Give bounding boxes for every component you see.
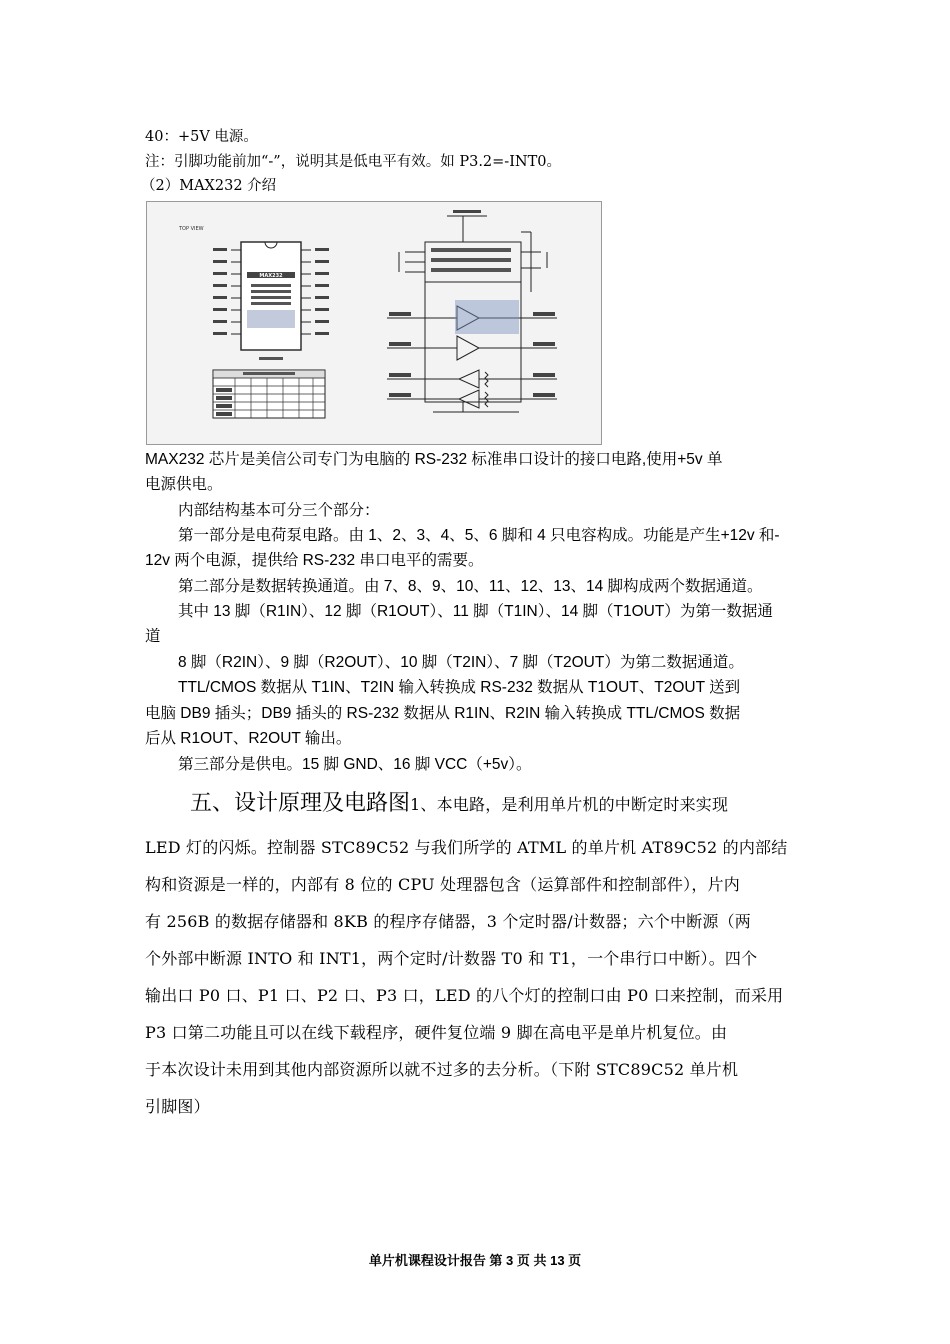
text-line: 后从 R1OUT、R2OUT 输出。 <box>145 730 352 747</box>
text-line: 输出口 P0 口、P1 口、P2 口、P3 口，LED 的八个灯的控制口由 P0 口来控制，而采用 <box>145 986 784 1005</box>
page-footer: 单片机课程设计报告 第 3 页 共 13 页 <box>368 1253 582 1268</box>
subsection-title-max232: （2）MAX232 介绍 <box>141 178 277 194</box>
section-heading: 五、设计原理及电路图 <box>190 790 411 815</box>
text-line: 内部结构基本可分三个部分： <box>178 502 380 519</box>
chip-label: MAX232 <box>259 273 283 279</box>
svg-text:TOP VIEW: TOP VIEW <box>179 226 204 232</box>
text-line: 道 <box>145 628 161 645</box>
text-line: LED 灯的闪烁。控制器 STC89C52 与我们所学的 ATML 的单片机 AT89C52 的内部结 <box>145 838 788 857</box>
text-line: 电源供电。 <box>145 476 223 493</box>
text-line: 第三部分是供电。15 脚 GND、16 脚 VCC（+5v）。 <box>178 756 532 773</box>
section-heading-tail: 1、本电路，是利用单片机的中断定时来实现 <box>410 795 729 814</box>
text-line: 第一部分是电荷泵电路。由 1、2、3、4、5、6 脚和 4 只电容构成。功能是产生+12v 和- <box>178 527 780 544</box>
max232-diagram-image <box>147 202 601 444</box>
text-line: 于本次设计未用到其他内部资源所以就不过多的去分析。（下附 STC89C52 单片机 <box>145 1060 739 1079</box>
text-line: 引脚图） <box>145 1097 210 1116</box>
text-line: 有 256B 的数据存储器和 8KB 的程序存储器，3 个定时器/计数器；六个中断源（两 <box>145 912 751 931</box>
text-line: TTL/CMOS 数据从 T1IN、T2IN 输入转换成 RS-232 数据从 T1OUT、T2OUT 送到 <box>178 679 741 696</box>
max232-figure <box>146 201 602 445</box>
text-line: 电脑 DB9 插头；DB9 插头的 RS-232 数据从 R1IN、R2IN 输入转换成 TTL/CMOS 数据 <box>145 705 741 722</box>
text-line: 第二部分是数据转换通道。由 7、8、9、10、11、12、13、14 脚构成两个数据通道。 <box>178 578 763 595</box>
text-line: 12v 两个电源，提供给 RS-232 串口电平的需要。 <box>145 552 484 569</box>
section-heading-line <box>190 786 728 817</box>
text-line: 个外部中断源 INTO 和 INT1，两个定时/计数器 T0 和 T1，一个串行口中断）。四个 <box>145 949 758 968</box>
text-line-note: 注：引脚功能前加“-”，说明其是低电平有效。如 P3.2=-INT0。 <box>145 154 562 170</box>
text-line: 构和资源是一样的，内部有 8 位的 CPU 处理器包含（运算部件和控制部件），片内 <box>145 875 740 894</box>
text-line: P3 口第二功能且可以在线下载程序，硬件复位端 9 脚在高电平是单片机复位。由 <box>145 1023 728 1042</box>
text-line: MAX232 芯片是美信公司专门为电脑的 RS-232 标准串口设计的接口电路,使用+5v 单 <box>145 451 723 468</box>
text-line: 8 脚（R2IN）、9 脚（R2OUT）、10 脚（T2IN）、7 脚（T2OUT）为第二数据通道。 <box>178 654 744 671</box>
text-line: 其中 13 脚（R1IN）、12 脚（R1OUT）、11 脚（T1IN）、14 脚（T1OUT）为第一数据通 <box>178 603 773 620</box>
text-line-pin40: 40：+5V 电源。 <box>145 129 258 145</box>
